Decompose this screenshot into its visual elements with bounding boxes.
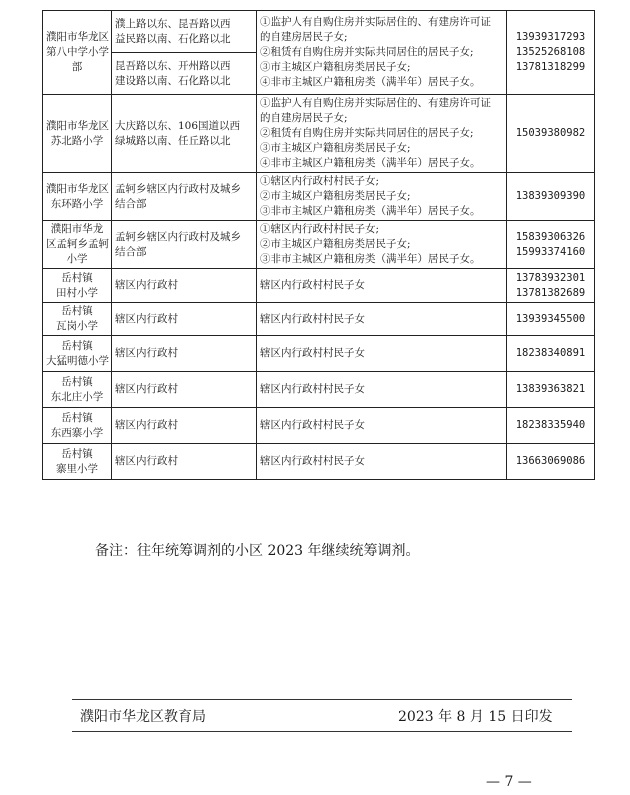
table-row xyxy=(43,269,595,303)
phone-cell: 13839363821 xyxy=(507,372,595,408)
footer-date: 2023 年 8 月 15 日印发 xyxy=(398,709,553,725)
school-cell: 岳村镇 田村小学 xyxy=(43,269,112,303)
table-row xyxy=(43,173,595,221)
requirement-cell: 辖区内行政村村民子女 xyxy=(257,269,507,303)
phone-cell: 15839306326 15993374160 xyxy=(507,221,595,269)
requirement-cell: 辖区内行政村村民子女 xyxy=(257,336,507,372)
table-row xyxy=(43,11,595,53)
enrollment-table xyxy=(42,10,595,480)
school-cell: 岳村镇 东北庄小学 xyxy=(43,372,112,408)
area-cell: 昆吾路以东、开州路以西 建设路以南、石化路以北 xyxy=(112,53,257,95)
area-cell: 辖区内行政村 xyxy=(112,444,257,480)
area-cell: 辖区内行政村 xyxy=(112,336,257,372)
school-cell: 濮阳市华龙区 苏北路小学 xyxy=(43,95,112,173)
table-row xyxy=(43,336,595,372)
school-cell: 岳村镇 大猛明德小学 xyxy=(43,336,112,372)
school-cell: 岳村镇 瓦岗小学 xyxy=(43,303,112,336)
table-row xyxy=(43,372,595,408)
table-row xyxy=(43,444,595,480)
phone-cell: 13783932301 13781382689 xyxy=(507,269,595,303)
area-cell: 辖区内行政村 xyxy=(112,408,257,444)
area-cell: 辖区内行政村 xyxy=(112,303,257,336)
footer-bottom-rule xyxy=(72,731,572,732)
school-cell: 濮阳市华龙区 东环路小学 xyxy=(43,173,112,221)
footer-issuer: 濮阳市华龙区教育局 xyxy=(80,709,206,725)
table-row xyxy=(43,221,595,269)
requirement-cell: ①监护人有自购住房并实际居住的、有建房许可证 的自建房居民子女; ②租赁有自购住房并实际共同居住的居民子女; ③市主城区户籍租房类居民子女; ④非市主城区户籍租房类（满半年）居民子女。 xyxy=(257,95,507,173)
requirement-cell: 辖区内行政村村民子女 xyxy=(257,372,507,408)
page-number: — 7 — xyxy=(486,774,532,790)
phone-cell: 13839309390 xyxy=(507,173,595,221)
school-cell: 岳村镇 寨里小学 xyxy=(43,444,112,480)
area-cell: 孟轲乡辖区内行政村及城乡 结合部 xyxy=(112,173,257,221)
area-cell: 大庆路以东、106国道以西 绿城路以南、任丘路以北 xyxy=(112,95,257,173)
phone-cell: 18238335940 xyxy=(507,408,595,444)
area-cell: 濮上路以东、昆吾路以西 益民路以南、石化路以北 xyxy=(112,11,257,53)
table-row xyxy=(43,303,595,336)
requirement-cell: ①监护人有自购住房并实际居住的、有建房许可证 的自建房居民子女; ②租赁有自购住房并实际共同居住的居民子女; ③市主城区户籍租房类居民子女; ④非市主城区户籍租房类（满半年）居民子女。 xyxy=(257,11,507,95)
phone-cell: 13939345500 xyxy=(507,303,595,336)
phone-cell: 15039380982 xyxy=(507,95,595,173)
requirement-cell: ①辖区内行政村村民子女; ②市主城区户籍租房类居民子女; ③非市主城区户籍租房类（满半年）居民子女。 xyxy=(257,221,507,269)
footer-top-rule xyxy=(72,699,572,700)
school-cell: 濮阳市华龙区 第八中学小学 部 xyxy=(43,11,112,95)
table-row xyxy=(43,408,595,444)
area-cell: 辖区内行政村 xyxy=(112,269,257,303)
requirement-cell: 辖区内行政村村民子女 xyxy=(257,408,507,444)
phone-cell: 13663069086 xyxy=(507,444,595,480)
remark-note: 备注：往年统筹调剂的小区 2023 年继续统筹调剂。 xyxy=(95,543,420,559)
phone-cell: 18238340891 xyxy=(507,336,595,372)
requirement-cell: 辖区内行政村村民子女 xyxy=(257,444,507,480)
phone-cell: 13939317293 13525268108 13781318299 xyxy=(507,11,595,95)
school-cell: 岳村镇 东西寨小学 xyxy=(43,408,112,444)
table-row xyxy=(43,95,595,173)
school-cell: 濮阳市华龙 区孟轲乡孟轲 小学 xyxy=(43,221,112,269)
requirement-cell: 辖区内行政村村民子女 xyxy=(257,303,507,336)
requirement-cell: ①辖区内行政村村民子女; ②市主城区户籍租房类居民子女; ③非市主城区户籍租房类（满半年）居民子女。 xyxy=(257,173,507,221)
area-cell: 辖区内行政村 xyxy=(112,372,257,408)
area-cell: 孟轲乡辖区内行政村及城乡 结合部 xyxy=(112,221,257,269)
